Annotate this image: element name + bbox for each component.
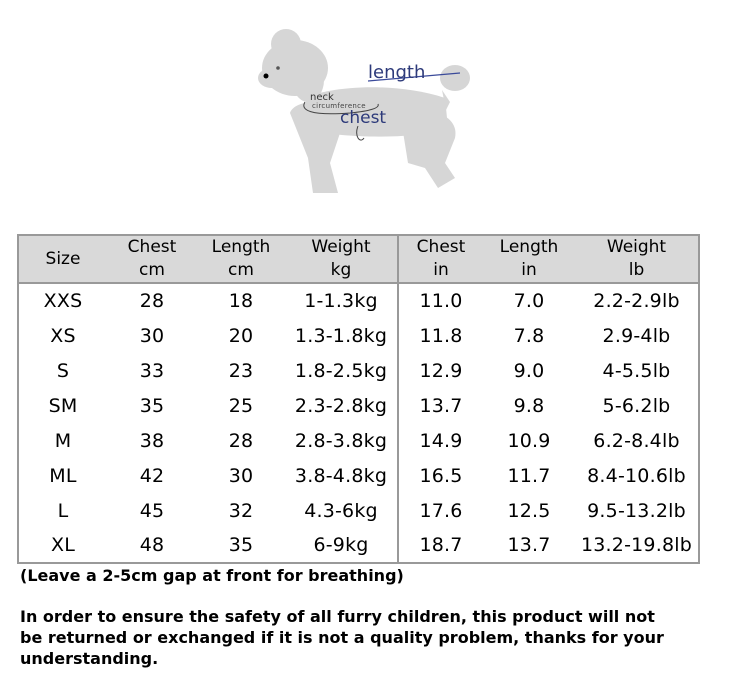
length-cm-cell: 20 <box>228 324 254 347</box>
length-cm-cell: 18 <box>228 290 254 312</box>
table-header-row <box>18 235 699 283</box>
header-weight-kg: Weight kg <box>311 237 371 280</box>
header-length-in: Length in <box>499 237 559 280</box>
chest-in-cell: 13.7 <box>398 388 483 423</box>
length-label: length <box>368 62 426 83</box>
table-row <box>18 528 699 563</box>
dog-measurement-illustration <box>250 18 510 213</box>
header-chest-cm: Chest cm <box>127 237 177 280</box>
size-cell: XXS <box>18 283 107 318</box>
size-cell: ML <box>18 458 107 493</box>
chest-cm-cell: 42 <box>139 464 165 487</box>
length-in-cell: 7.0 <box>513 290 545 312</box>
chest-cm-cell: 33 <box>139 359 165 382</box>
length-in-cell: 7.8 <box>513 324 545 347</box>
chest-in-cell: 16.5 <box>398 458 483 493</box>
weight-kg-cell: 6-9kg <box>313 534 369 556</box>
breathing-gap-note: (Leave a 2-5cm gap at front for breathing) <box>20 566 404 585</box>
size-cell: XL <box>18 528 107 563</box>
length-in-cell: 13.7 <box>507 534 551 556</box>
header-size: Size <box>18 235 107 283</box>
length-cm-cell: 32 <box>228 499 254 522</box>
table-row <box>18 388 699 423</box>
table-row <box>18 423 699 458</box>
circumference-label: circumference <box>312 102 366 110</box>
weight-lb-cell: 2.9-4lb <box>575 318 699 353</box>
weight-lb-cell: 13.2-19.8lb <box>575 528 699 563</box>
chest-cm-cell: 28 <box>139 290 165 312</box>
chest-cm-cell: 38 <box>139 429 165 452</box>
length-in-cell: 9.0 <box>513 359 545 382</box>
weight-kg-cell: 2.8-3.8kg <box>294 429 388 452</box>
header-chest-in: Chest in <box>398 235 483 283</box>
chest-cm-cell: 48 <box>139 534 165 556</box>
size-cell: S <box>18 353 107 388</box>
length-in-cell: 10.9 <box>507 429 551 452</box>
chest-in-cell: 11.8 <box>398 318 483 353</box>
table-row <box>18 283 699 318</box>
length-cm-cell: 28 <box>228 429 254 452</box>
header-weight-lb: Weight lb <box>575 235 699 283</box>
weight-lb-cell: 5-6.2lb <box>575 388 699 423</box>
size-cell: SM <box>18 388 107 423</box>
chest-in-cell: 18.7 <box>398 528 483 563</box>
weight-lb-cell: 9.5-13.2lb <box>575 493 699 528</box>
length-in-cell: 12.5 <box>507 499 551 522</box>
weight-kg-cell: 1.8-2.5kg <box>294 359 388 382</box>
weight-lb-cell: 6.2-8.4lb <box>575 423 699 458</box>
weight-kg-cell: 2.3-2.8kg <box>294 394 388 417</box>
table-row <box>18 493 699 528</box>
chest-cm-cell: 45 <box>139 499 165 522</box>
size-cell: M <box>18 423 107 458</box>
length-cm-cell: 35 <box>228 534 254 556</box>
chest-in-cell: 17.6 <box>398 493 483 528</box>
weight-lb-cell: 2.2-2.9lb <box>575 283 699 318</box>
weight-kg-cell: 1-1.3kg <box>304 290 378 312</box>
length-in-cell: 9.8 <box>513 394 545 417</box>
chest-cm-cell: 35 <box>139 394 165 417</box>
length-cm-cell: 30 <box>228 464 254 487</box>
size-chart-table <box>17 234 700 564</box>
weight-kg-cell: 1.3-1.8kg <box>294 324 388 347</box>
return-policy-note: In order to ensure the safety of all furry children, this product will not be returned or exchanged if it is not a quality problem, thanks for your understanding. <box>20 607 664 668</box>
chest-cm-cell: 30 <box>139 324 165 347</box>
length-cm-cell: 25 <box>228 394 254 417</box>
chest-label: chest <box>340 108 387 128</box>
weight-lb-cell: 8.4-10.6lb <box>575 458 699 493</box>
chest-in-cell: 14.9 <box>398 423 483 458</box>
length-in-cell: 11.7 <box>507 464 551 487</box>
weight-lb-cell: 4-5.5lb <box>575 353 699 388</box>
size-cell: XS <box>18 318 107 353</box>
weight-kg-cell: 4.3-6kg <box>304 499 378 522</box>
table-row <box>18 318 699 353</box>
chest-in-cell: 12.9 <box>398 353 483 388</box>
table-row <box>18 458 699 493</box>
table-row <box>18 353 699 388</box>
length-cm-cell: 23 <box>228 359 254 382</box>
weight-kg-cell: 3.8-4.8kg <box>294 464 388 487</box>
chest-in-cell: 11.0 <box>398 283 483 318</box>
header-length-cm: Length cm <box>211 237 271 280</box>
size-cell: L <box>18 493 107 528</box>
neck-label: neck <box>310 92 334 103</box>
